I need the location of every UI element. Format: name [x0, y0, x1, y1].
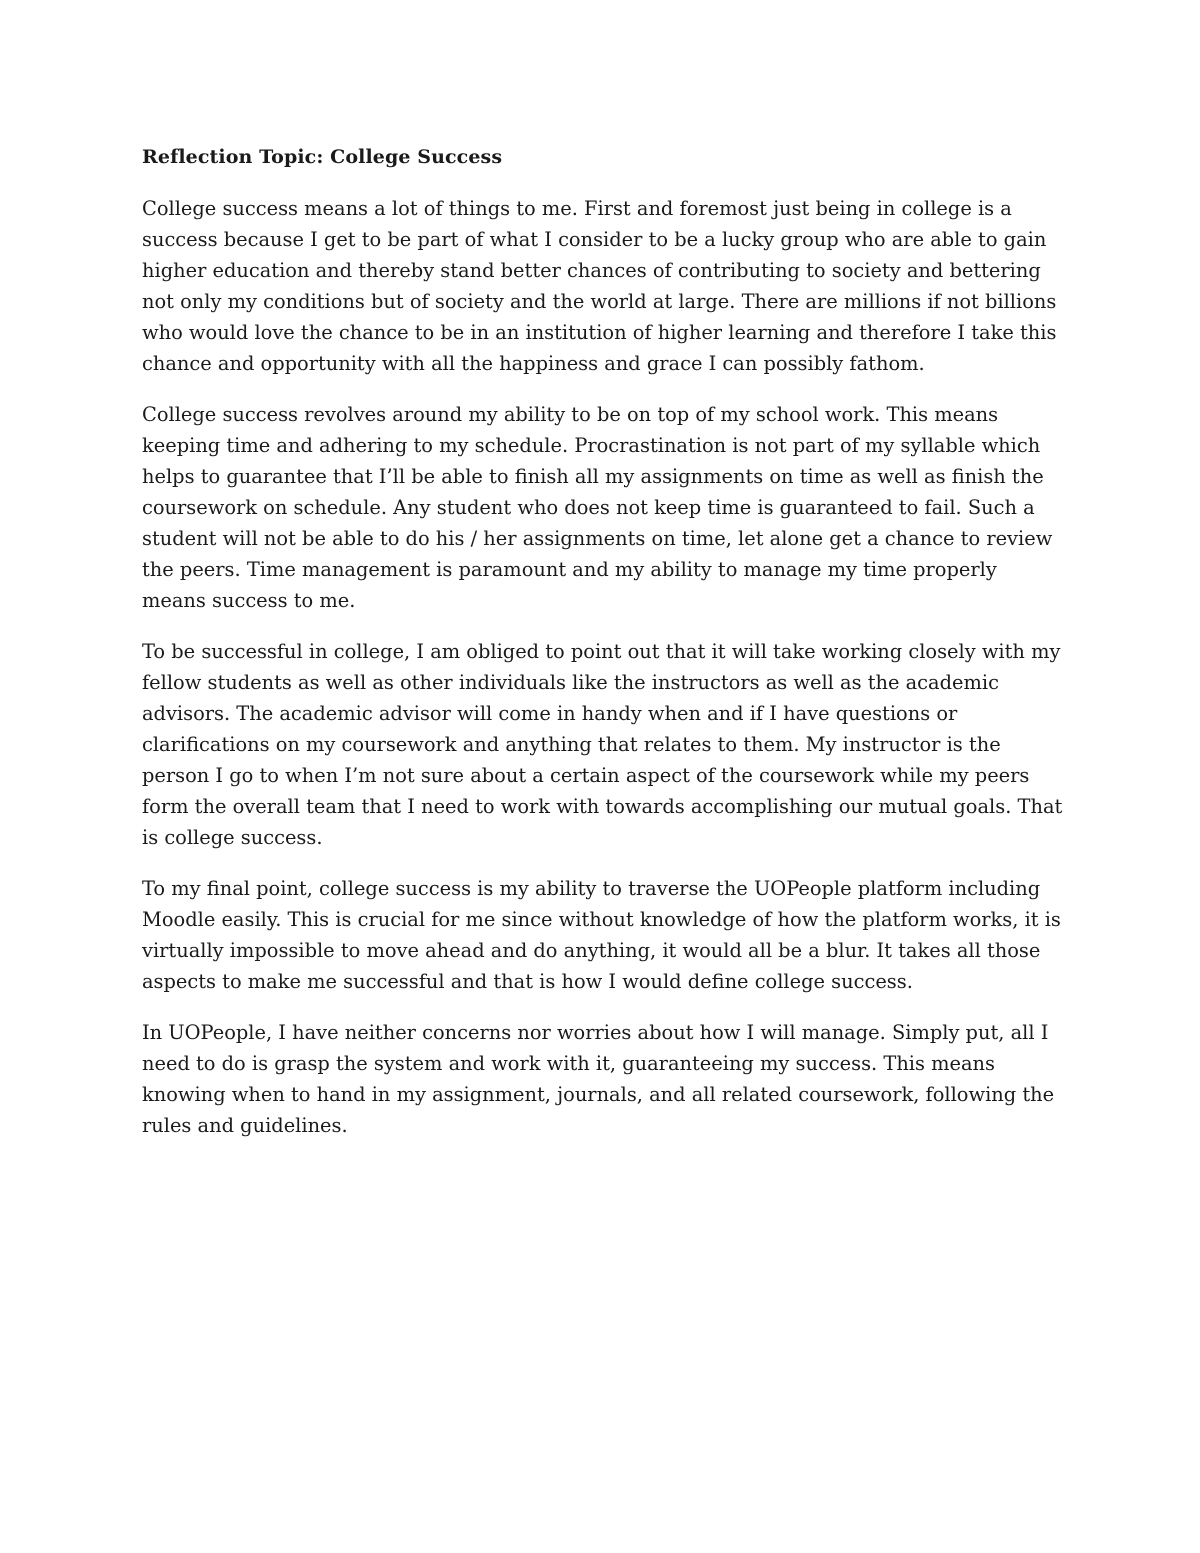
document-title: Reflection Topic: College Success	[142, 146, 503, 168]
paragraph-5: In UOPeople, I have neither concerns nor worries about how I will manage. Simply put, all I need to do is grasp the system and work with it, guaranteeing my success. This means knowing when to hand in my assignment, journals, and all related coursework, following the rules and guidelines.	[142, 1021, 1055, 1137]
paragraph-4: To my final point, college success is my ability to traverse the UOPeople platform including Moodle easily. This is crucial for me since without knowledge of how the platform works, it is virtually impossible to move ahead and do anything, it would all be a blur. It takes all those aspects to make me successful and that is how I would define college success.	[142, 877, 1061, 993]
paragraph-1: College success means a lot of things to me. First and foremost just being in college is a success because I get to be part of what I consider to be a lucky group who are able to gain higher education and thereby stand better chances of contributing to society and bettering not only my conditions but of society and the world at large. There are millions if not billions who would love the chance to be in an institution of higher learning and therefore I take this chance and opportunity with all the happiness and grace I can possibly fathom.	[142, 197, 1057, 375]
document-body	[142, 142, 1064, 1161]
paragraph-3: To be successful in college, I am obliged to point out that it will take working closely with my fellow students as well as other individuals like the instructors as well as the academic advisors. The academic advisor will come in handy when and if I have questions or clarifications on my coursework and anything that relates to them. My instructor is the person I go to when I’m not sure about a certain aspect of the coursework while my peers form the overall team that I need to work with towards accomplishing our mutual goals. That is college success.	[142, 640, 1063, 849]
paragraph-2: College success revolves around my ability to be on top of my school work. This means keeping time and adhering to my schedule. Procrastination is not part of my syllable which helps to guarantee that I’ll be able to finish all my assignments on time as well as finish the coursework on schedule. Any student who does not keep time is guaranteed to fail. Such a student will not be able to do his / her assignments on time, let alone get a chance to review the peers. Time management is paramount and my ability to manage my time properly means success to me.	[142, 403, 1053, 612]
